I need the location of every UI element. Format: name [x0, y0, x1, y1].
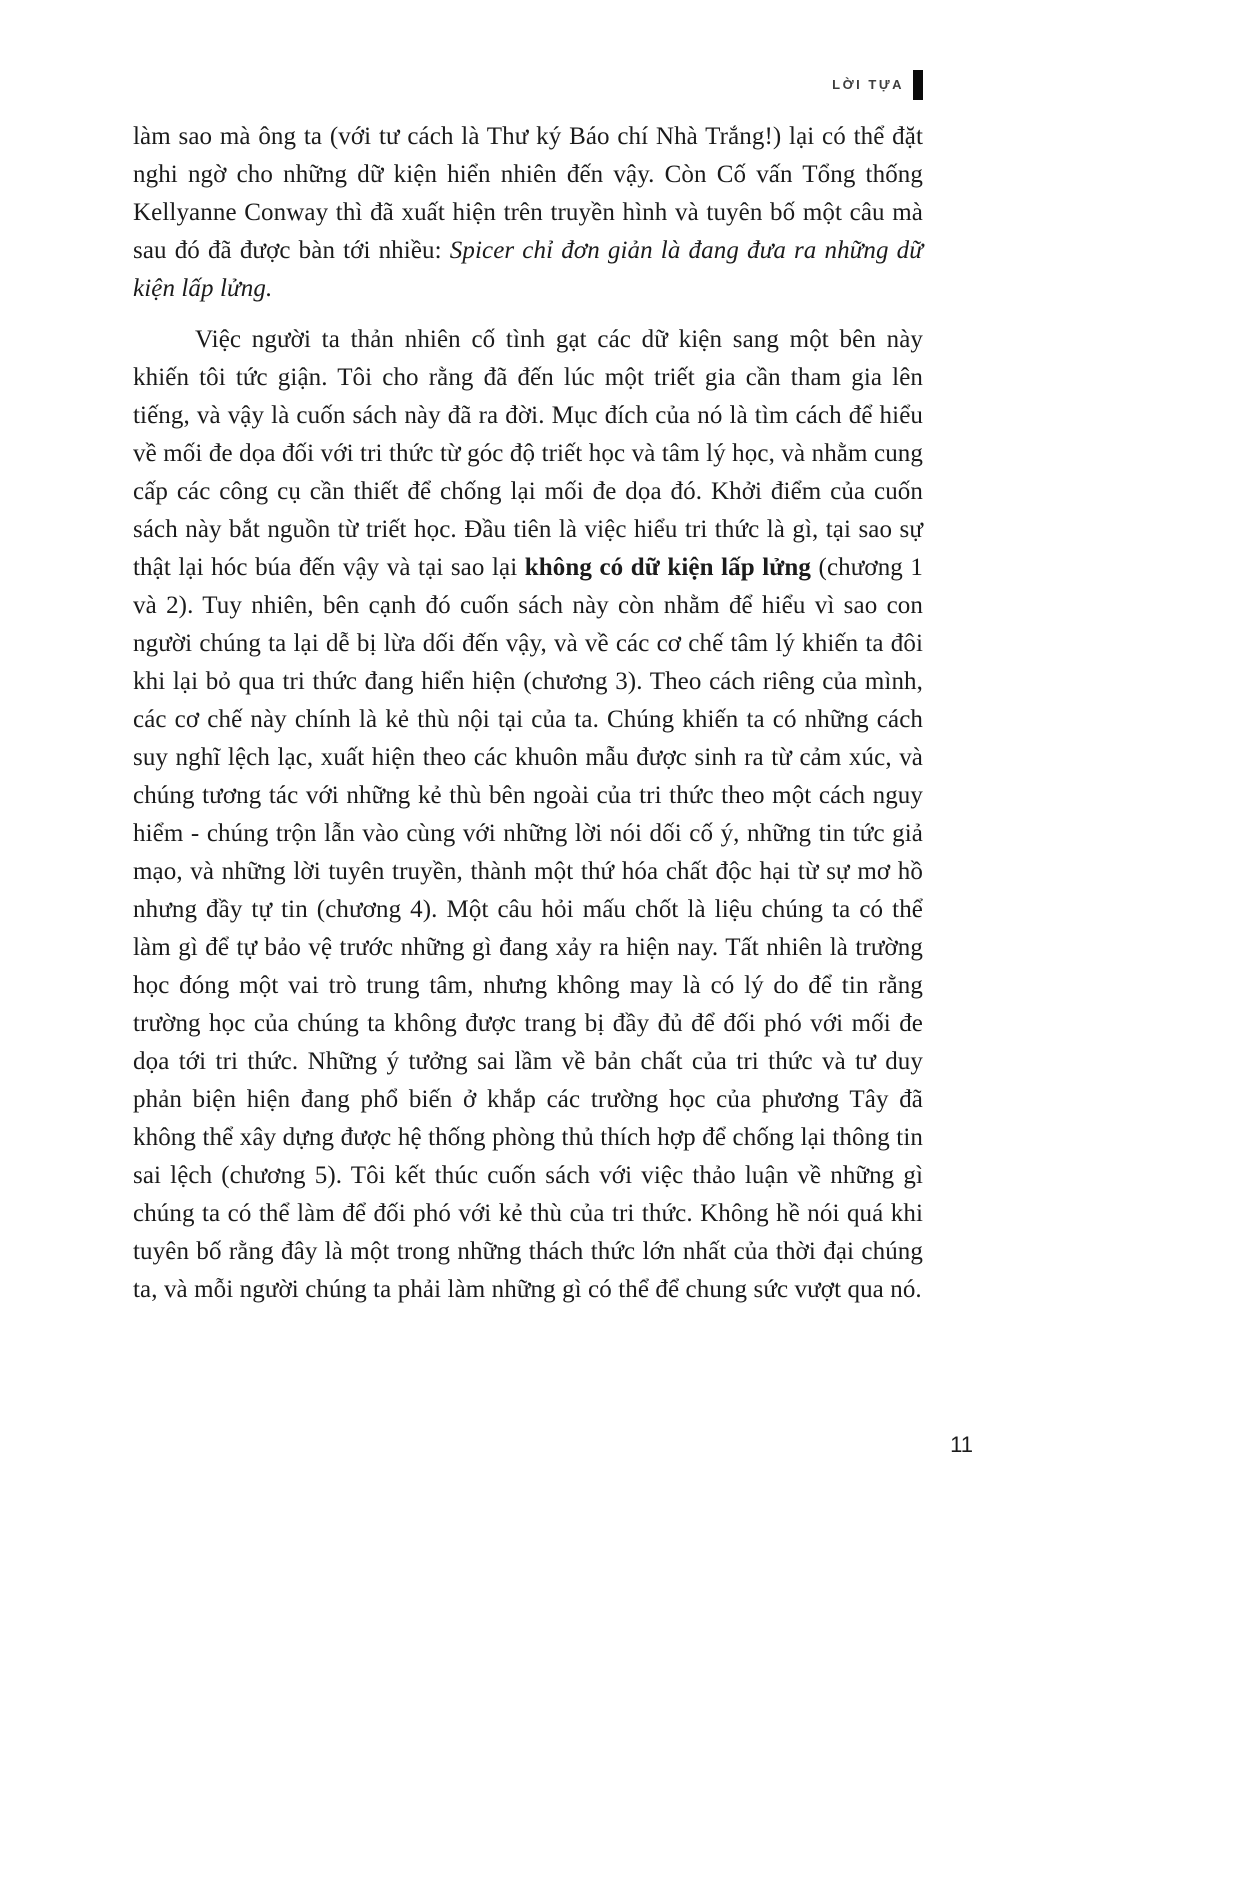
paragraph-continuation	[133, 118, 923, 308]
body-text	[133, 118, 923, 1309]
italic-quote: Spicer chỉ đơn giản là đang đưa ra những dữ kiện lấp lửng.	[133, 237, 924, 302]
header-bar-ornament	[913, 70, 923, 100]
page-header	[832, 70, 923, 100]
running-head-title: LỜI TỰA	[832, 77, 904, 92]
page-number: 11	[950, 1432, 973, 1457]
paragraph-text: (chương 1 và 2). Tuy nhiên, bên cạnh đó cuốn sách này còn nhằm để hiểu vì sao con người chúng ta lại dễ bị lừa dối đến vậy, và về các cơ chế tâm lý khiến ta đôi khi lại bỏ qua tri thức đang hiển hiện (chương 3). Theo cách riêng của mình, các cơ chế này chính là kẻ thù nội tại của ta. Chúng khiến ta có những cách suy nghĩ lệch lạc, xuất hiện theo các khuôn mẫu được sinh ra từ cảm xúc, và chúng tương tác với những kẻ thù bên ngoài của tri thức theo một cách nguy hiểm - chúng trộn lẫn vào cùng với những lời nói dối cố ý, những tin tức giả mạo, và những lời tuyên truyền, thành một thứ hóa chất độc hại từ sự mơ hồ nhưng đầy tự tin (chương 4). Một câu hỏi mấu chốt là liệu chúng ta có thể làm gì để tự bảo vệ trước những gì đang xảy ra hiện nay. Tất nhiên là trường học đóng một vai trò trung tâm, nhưng không may là có lý do để tin rằng trường học của chúng ta không được trang bị đầy đủ để đối phó với mối đe dọa tới tri thức. Những ý tưởng sai lầm về bản chất của tri thức và tư duy phản biện hiện đang phổ biến ở khắp các trường học của phương Tây đã không thể xây dựng được hệ thống phòng thủ thích hợp để chống lại thông tin sai lệch (chương 5). Tôi kết thúc cuốn sách với việc thảo luận về những gì chúng ta có thể làm để đối phó với kẻ thù của tri thức. Không hề nói quá khi tuyên bố rằng đây là một trong những thách thức lớn nhất của thời đại chúng ta, và mỗi người chúng ta phải làm những gì có thể để chung sức vượt qua nó.	[133, 554, 924, 1303]
bold-phrase: không có dữ kiện lấp lửng	[524, 554, 812, 581]
paragraph-text: làm sao mà ông ta (với tư cách là Thư ký Báo chí Nhà Trắng!) lại có thể đặt nghi ngờ cho những dữ kiện hiển nhiên đến vậy. Còn Cố vấn Tổng thống Kellyanne Conway thì đã xuất hiện trên truyền hình và tuyên bố một câu mà sau đó đã được bàn tới nhiều:	[133, 123, 923, 264]
paragraph-text: Việc người ta thản nhiên cố tình gạt các dữ kiện sang một bên này khiến tôi tức giận. Tôi cho rằng đã đến lúc một triết gia cần tham gia lên tiếng, và vậy là cuốn sách này đã ra đời. Mục đích của nó là tìm cách để hiểu về mối đe dọa đối với tri thức từ góc độ triết học và tâm lý học, và nhằm cung cấp các công cụ cần thiết để chống lại mối đe dọa đó. Khởi điểm của cuốn sách này bắt nguồn từ triết học. Đầu tiên là việc hiểu tri thức là gì, tại sao sự thật lại hóc búa đến vậy và tại sao lại	[133, 326, 923, 581]
paragraph-main	[133, 321, 923, 1309]
